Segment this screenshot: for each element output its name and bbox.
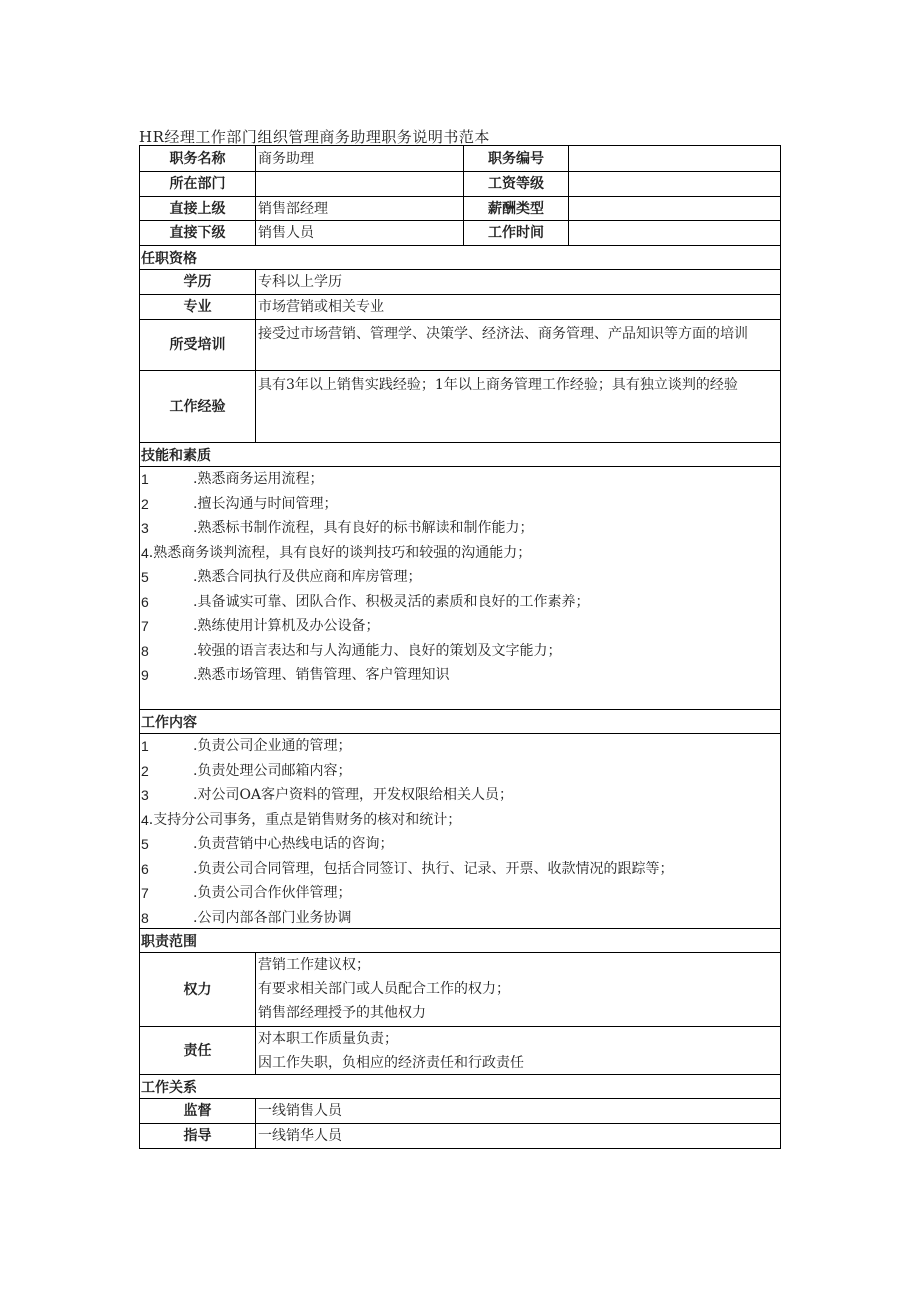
list-item	[140, 906, 780, 931]
list-item-text: .熟悉市场管理、销售管理、客户管理知识	[193, 667, 450, 684]
list-item	[140, 857, 780, 882]
scope-row-authority	[140, 952, 780, 1026]
list-item-text: .较强的语言表达和与人沟通能力、良好的策划及文字能力；	[193, 642, 562, 659]
list-item-text: .负责处理公司邮箱内容；	[193, 762, 352, 779]
list-item-number: 4	[141, 544, 149, 561]
list-item	[140, 881, 780, 906]
relation-row-guide	[140, 1123, 780, 1148]
list-item-text: .熟悉标书制作流程，具有良好的标书解读和制作能力；	[193, 520, 534, 537]
list-item	[140, 783, 780, 808]
section-heading-relations: 工作关系	[140, 1074, 780, 1098]
list-item-number: 2	[141, 495, 149, 512]
authority-line: 营销工作建议权；	[258, 957, 370, 973]
list-item	[140, 590, 780, 615]
list-item-text: .负责公司合作伙伴管理；	[193, 885, 352, 902]
section-heading-scope: 职责范围	[140, 928, 780, 952]
label-pay-type: 薪酬类型	[464, 197, 569, 220]
authority-line: 销售部经理授予的其他权力	[258, 1005, 426, 1021]
list-item-number: 2	[141, 762, 149, 779]
list-item-number: 3	[141, 787, 149, 804]
header-row-position	[140, 146, 780, 171]
scope-row-responsibility	[140, 1026, 780, 1074]
value-work-hours	[569, 221, 780, 245]
job-description-table	[139, 145, 781, 1149]
value-major: 市场营销或相关专业	[258, 299, 384, 315]
list-item-number: 4	[141, 811, 149, 828]
value-position-code	[569, 146, 780, 171]
label-direct-superior: 直接上级	[140, 197, 256, 220]
list-item-text: .擅长沟通与时间管理；	[193, 495, 338, 512]
value-salary-grade	[569, 172, 780, 196]
value-supervise: 一线销售人员	[258, 1103, 342, 1119]
list-item	[140, 639, 780, 664]
label-responsibility: 责任	[140, 1027, 256, 1074]
responsibility-line: 因工作失职，负相应的经济责任和行政责任	[258, 1055, 524, 1071]
header-row-subordinate	[140, 220, 780, 245]
header-row-superior	[140, 196, 780, 220]
qualification-row-experience	[140, 370, 780, 442]
list-item-text: .熟悉商务谈判流程，具有良好的谈判技巧和较强的沟通能力；	[148, 544, 532, 561]
list-item-text: .熟悉合同执行及供应商和库房管理；	[193, 569, 422, 586]
list-item	[140, 467, 780, 492]
label-experience: 工作经验	[140, 371, 256, 442]
header-row-department	[140, 171, 780, 196]
qualification-row-training	[140, 319, 780, 370]
list-item	[140, 663, 780, 688]
label-work-hours: 工作时间	[464, 221, 569, 245]
label-supervise: 监督	[140, 1099, 256, 1123]
list-item	[140, 734, 780, 759]
list-item-text: .公司内部各部门业务协调	[193, 909, 352, 926]
list-item-number: 3	[141, 520, 149, 537]
label-department: 所在部门	[140, 172, 256, 196]
list-item	[140, 614, 780, 639]
qualification-row-education	[140, 269, 780, 294]
label-position-name: 职务名称	[140, 146, 256, 171]
skills-list-row	[140, 466, 780, 709]
list-item-number: 5	[141, 569, 149, 586]
label-salary-grade: 工资等级	[464, 172, 569, 196]
duties-list-row	[140, 733, 780, 928]
list-item-text: .负责营销中心热线电话的咨询；	[193, 836, 394, 853]
list-item-text: .负责公司企业通的管理；	[193, 738, 352, 755]
list-item-number: 1	[141, 738, 149, 755]
section-heading-duties: 工作内容	[140, 709, 780, 733]
document-title: HR经理工作部门组织管理商务助理职务说明书范本	[139, 128, 490, 146]
list-item	[140, 492, 780, 517]
value-direct-superior: 销售部经理	[256, 197, 464, 220]
list-item-number: 1	[141, 471, 149, 488]
relation-row-supervise	[140, 1098, 780, 1123]
value-education: 专科以上学历	[258, 274, 342, 290]
list-item-text: .负责公司合同管理，包括合同签订、执行、记录、开票、收款情况的跟踪等；	[193, 860, 674, 877]
label-direct-subordinate: 直接下级	[140, 221, 256, 245]
value-responsibility	[256, 1027, 780, 1074]
list-item-text: .熟悉商务运用流程；	[193, 471, 324, 488]
value-position-name: 商务助理	[256, 146, 464, 171]
label-training: 所受培训	[140, 320, 256, 370]
list-item-text: .支持分公司事务，重点是销售财务的核对和统计；	[148, 811, 462, 828]
list-item	[140, 565, 780, 590]
list-item-number: 7	[141, 885, 149, 902]
section-heading-skills: 技能和素质	[140, 442, 780, 466]
list-item	[140, 516, 780, 541]
list-item	[140, 832, 780, 857]
label-position-code: 职务编号	[464, 146, 569, 171]
list-item-text: .对公司OA客户资料的管理，开发权限给相关人员；	[193, 787, 514, 804]
section-heading-qualifications: 任职资格	[140, 245, 780, 269]
value-training: 接受过市场营销、管理学、决策学、经济法、商务管理、产品知识等方面的培训	[258, 326, 748, 342]
list-item-number: 5	[141, 836, 149, 853]
value-experience: 具有3年以上销售实践经验；1年以上商务管理工作经验；具有独立谈判的经验	[258, 377, 738, 393]
value-guide: 一线销华人员	[258, 1128, 342, 1144]
label-major: 专业	[140, 295, 256, 319]
responsibility-line: 对本职工作质量负责；	[258, 1031, 398, 1047]
list-item	[140, 808, 780, 833]
skills-list	[140, 467, 780, 709]
value-department	[256, 172, 464, 196]
list-item-number: 6	[141, 860, 149, 877]
list-item-number: 8	[141, 642, 149, 659]
value-pay-type	[569, 197, 780, 220]
duties-list	[140, 734, 780, 928]
label-education: 学历	[140, 270, 256, 294]
list-item-number: 6	[141, 593, 149, 610]
list-item-number: 8	[141, 909, 149, 926]
list-item-number: 7	[141, 618, 149, 635]
value-direct-subordinate: 销售人员	[256, 221, 464, 245]
label-authority: 权力	[140, 953, 256, 1026]
label-guide: 指导	[140, 1124, 256, 1148]
list-item	[140, 759, 780, 784]
list-item-text: .熟练使用计算机及办公设备；	[193, 618, 380, 635]
value-authority	[256, 953, 780, 1026]
authority-line: 有要求相关部门或人员配合工作的权力；	[258, 981, 510, 997]
list-item	[140, 541, 780, 566]
qualification-row-major	[140, 294, 780, 319]
list-item-text: .具备诚实可靠、团队合作、积极灵活的素质和良好的工作素养；	[193, 593, 590, 610]
list-item-number: 9	[141, 667, 149, 684]
